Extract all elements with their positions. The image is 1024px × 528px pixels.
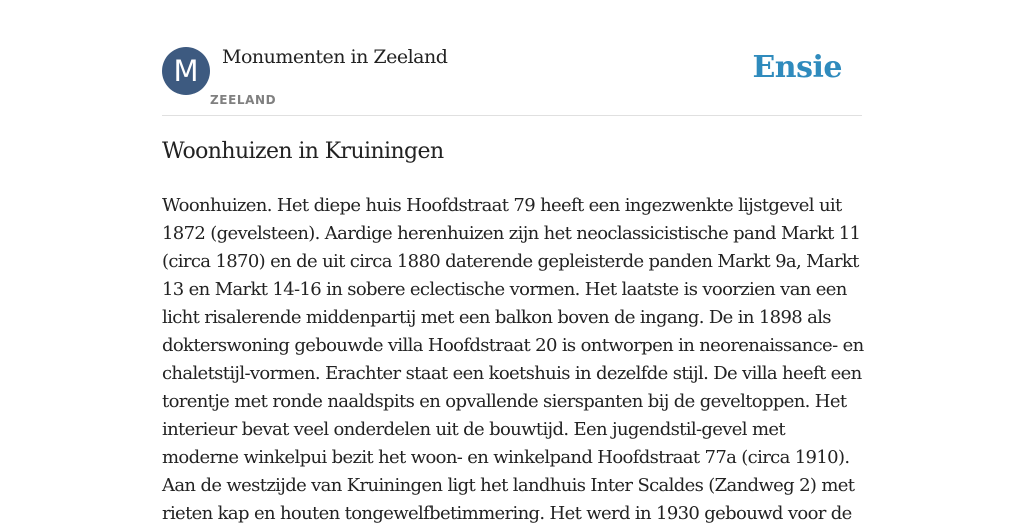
avatar[interactable]: M xyxy=(162,47,210,95)
divider xyxy=(162,115,862,116)
source-header xyxy=(162,46,862,115)
article-body: Woonhuizen. Het diepe huis Hoofdstraat 79 heeft een ingezwenkte lijstgevel uit 1872 (gevelsteen). Aardige herenhuizen zijn het neoclassicistische pand Markt 11 (circa 1870) en de uit circa 1880 daterende gepleisterde panden Markt 9a, Markt 13 en Markt 14-16 in sobere eclectische vormen. Het laatste is voorzien van een licht risalerende middenpartij met een balkon boven de ingang. De in 1898 als dokterswoning gebouwde villa Hoofdstraat 20 is ontworpen in neorenaissance- en chaletstijl-vormen. Erachter staat een koetshuis in dezelfde stijl. De villa heeft een torentje met ronde naaldspits en opvallende sierspanten bij de geveltoppen. Het interieur bevat veel onderdelen uit de bouwtijd. Een jugendstil-gevel met moderne winkelpui bezit het woon- en winkelpand Hoofdstraat 77a (circa 1910). Aan de westzijde van Kruiningen ligt het landhuis Inter Scaldes (Zandweg 2) met rieten kap en houten tongewelfbetimmering. Het werd in 1930 gebouwd voor de xyxy=(162,195,864,524)
brand-logo[interactable]: Ensie xyxy=(752,50,842,85)
source-title[interactable]: Monumenten in Zeeland xyxy=(222,46,448,68)
source-subtitle: ZEELAND xyxy=(210,93,277,107)
article-title: Woonhuizen in Kruiningen xyxy=(162,139,444,164)
